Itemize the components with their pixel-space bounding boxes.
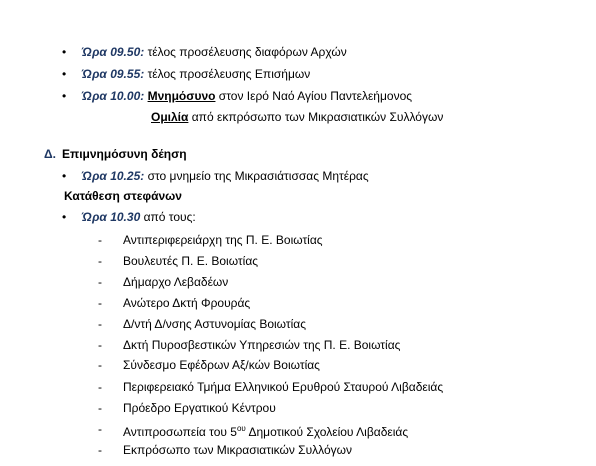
schedule-item-1025 xyxy=(82,169,369,183)
list-item xyxy=(62,210,66,224)
school-pre: Αντιπροσωπεία του 5 xyxy=(123,425,237,439)
schedule-item-1030 xyxy=(82,210,196,224)
dash-item: Ανώτερο Δκτή Φρουράς xyxy=(123,296,251,310)
list-item xyxy=(62,45,66,59)
dash-item-school xyxy=(123,422,408,439)
dash-item: Περιφερειακό Τμήμα Ελληνικού Ερυθρού Σταυρού Λιβαδειάς xyxy=(123,380,444,394)
list-item xyxy=(62,89,66,103)
schedule-item-0955 xyxy=(82,67,310,81)
ordinal-sup: ου xyxy=(236,424,246,433)
dash-marker: - xyxy=(98,254,102,268)
dash-marker: - xyxy=(98,358,102,372)
dash-marker: - xyxy=(98,296,102,310)
dash-marker: - xyxy=(98,443,102,457)
memorial-label: Μνημόσυνο xyxy=(147,89,216,103)
dash-item: Αντιπεριφερειάρχη της Π. Ε. Βοιωτίας xyxy=(123,233,323,247)
speech-line xyxy=(151,110,443,124)
schedule-item-1000 xyxy=(82,89,412,103)
item-text: στο μνημείο της Μικρασιάτισσας Μητέρας xyxy=(144,169,369,183)
time-label: Ώρα 10.00: xyxy=(82,89,145,103)
schedule-item-0950 xyxy=(82,45,347,59)
dash-marker: - xyxy=(98,401,102,415)
school-post: Δημοτικού Σχολείου Λιβαδειάς xyxy=(245,425,409,439)
item-text: τέλος προσέλευσης διαφόρων Αρχών xyxy=(144,45,347,59)
time-label: Ώρα 10.25: xyxy=(82,169,145,183)
item-text: από τους: xyxy=(140,210,196,224)
dash-marker: - xyxy=(98,380,102,394)
dash-item: Δ/ντή Δ/νσης Αστυνομίας Βοιωτίας xyxy=(123,317,307,331)
dash-marker: - xyxy=(98,317,102,331)
list-item xyxy=(62,67,66,81)
list-item xyxy=(62,169,66,183)
dash-item: Βουλευτές Π. Ε. Βοιωτίας xyxy=(123,254,259,268)
dash-marker: - xyxy=(98,422,102,436)
dash-marker: - xyxy=(98,275,102,289)
time-label: Ώρα 09.50: xyxy=(82,45,145,59)
section-title: Επιμνημόσυνη δέηση xyxy=(62,147,187,161)
time-label: Ώρα 10.30 xyxy=(82,210,141,224)
dash-item: Δκτή Πυροσβεστικών Υπηρεσιών της Π. Ε. Βοιωτίας xyxy=(123,338,401,352)
dash-item: Εκπρόσωπο των Μικρασιατικών Συλλόγων xyxy=(123,443,353,457)
speech-text: από εκπρόσωπο των Μικρασιατικών Συλλόγων xyxy=(188,110,444,124)
dash-marker: - xyxy=(98,338,102,352)
speech-label: Ομιλία xyxy=(151,110,189,124)
dash-item: Δήμαρχο Λεβαδέων xyxy=(123,275,229,289)
wreaths-heading: Κατάθεση στεφάνων xyxy=(64,189,182,203)
item-text: στον Ιερό Ναό Αγίου Παντελεήμονος xyxy=(215,89,413,103)
section-letter: Δ. xyxy=(44,147,56,161)
dash-marker: - xyxy=(98,233,102,247)
item-text: τέλος προσέλευσης Επισήμων xyxy=(144,67,311,81)
dash-item: Πρόεδρο Εργατικού Κέντρου xyxy=(123,401,276,415)
dash-item: Σύνδεσμο Εφέδρων Αξ/κών Βοιωτίας xyxy=(123,358,320,372)
time-label: Ώρα 09.55: xyxy=(82,67,145,81)
